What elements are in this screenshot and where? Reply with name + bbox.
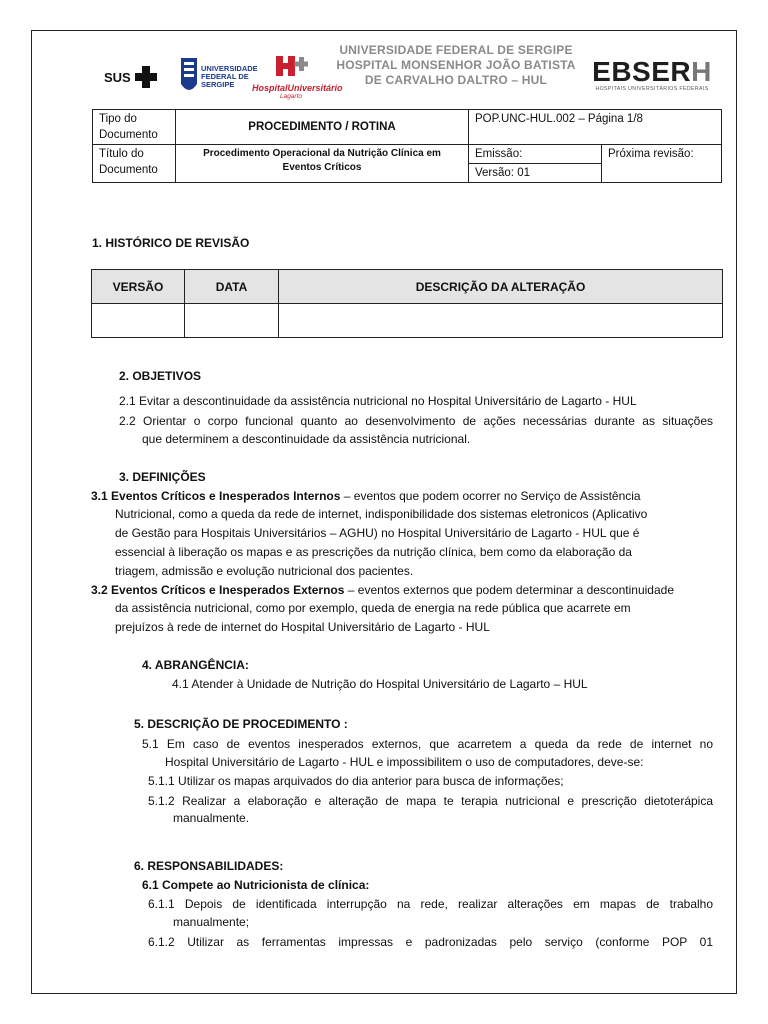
section-1-heading: 1. HISTÓRICO DE REVISÃO (92, 236, 250, 250)
hospital-universitario-logo (252, 54, 343, 100)
definition-3-2-first: – eventos externos que podem determinar a descontinuidade (344, 583, 674, 597)
objective-2-2-line-1: 2.2 Orientar o corpo funcional quanto ao desenvolvimento de ações necessárias durante as situações (119, 414, 713, 428)
hu-name: HospitalUniversitário (252, 83, 343, 93)
cross-icon (135, 66, 157, 88)
proxima-revisao-label: Próxima revisão: (602, 145, 722, 183)
versao-label: Versão: 01 (469, 164, 602, 183)
revision-cell-empty (92, 304, 185, 338)
definition-3-2-line-2: da assistência nutricional, como por exemplo, queda de energia na rede pública que acarrete em (115, 601, 631, 615)
section-6-heading: 6. RESPONSABILIDADES: (134, 859, 284, 873)
institution-line-1: UNIVERSIDADE FEDERAL DE SERGIPE (339, 43, 573, 57)
section-5-heading: 5. DESCRIÇÃO DE PROCEDIMENTO : (134, 717, 348, 731)
definition-3-1-line-5: triagem, admissão e evolução nutricional dos pacientes. (115, 564, 414, 578)
objective-2-2-line-2: que determinem a descontinuidade da assistência nutricional. (142, 432, 471, 446)
document-code: POP.UNC-HUL.002 – Página 1/8 (469, 110, 722, 145)
emissao-label: Emissão: (469, 145, 602, 164)
sus-logo-text: SUS (104, 69, 131, 85)
definition-3-2-line-3: prejuízos à rede de internet do Hospital Universitário de Lagarto - HUL (115, 620, 490, 634)
titulo-label: Título do Documento (93, 145, 176, 183)
definition-3-1-line-1 (91, 487, 673, 506)
sus-logo (104, 66, 157, 88)
institution-name (326, 43, 586, 88)
titulo-value: Procedimento Operacional da Nutrição Clínica em Eventos Críticos (176, 145, 469, 183)
procedure-5-1-2-line-1: 5.1.2 Realizar a elaboração e alteração de mapa te terapia nutricional e prescrição dietoterápica (148, 794, 713, 808)
procedure-5-1-2-line-2: manualmente. (173, 811, 250, 825)
scope-4-1: 4.1 Atender à Unidade de Nutrição do Hospital Universitário de Lagarto – HUL (172, 677, 588, 691)
objective-2-1: 2.1 Evitar a descontinuidade da assistência nutricional no Hospital Universitário de Lagarto - HUL (119, 394, 637, 408)
hu-plus-icon (274, 54, 308, 78)
ufs-crest-icon (180, 56, 198, 98)
ufs-line-1: UNIVERSIDADE (201, 64, 258, 73)
ufs-line-3: SERGIPE (201, 80, 235, 89)
ebserh-tagline: HOSPITAIS UNIVERSITÁRIOS FEDERAIS (595, 86, 709, 92)
responsibility-6-1-1-line-2: manualmente; (173, 915, 250, 929)
institution-line-3: DE CARVALHO DALTRO – HUL (364, 73, 548, 87)
tipo-value: PROCEDIMENTO / ROTINA (176, 110, 469, 145)
definition-3-2-line-1 (91, 581, 674, 600)
ufs-logo (180, 56, 258, 98)
revision-history-table (91, 269, 723, 338)
revision-cell-empty (279, 304, 723, 338)
definition-3-1-line-3: de Gestão para Hospitais Universitários – AGHU) no Hospital Universitário de Lagarto - HUL que é (115, 526, 640, 540)
section-4-heading: 4. ABRANGÊNCIA: (142, 658, 249, 672)
responsibility-6-1-2-line-1: 6.1.2 Utilizar as ferramentas impressas e padronizadas pelo serviço (conforme POP 01 (148, 935, 713, 949)
revision-col-versao: VERSÃO (92, 270, 185, 304)
procedure-5-1-1: 5.1.1 Utilizar os mapas arquivados do dia anterior para busca de informações; (148, 774, 564, 788)
procedure-5-1-line-2: Hospital Universitário de Lagarto - HUL e impossibilitem o uso de computadores, deve-se: (165, 755, 644, 769)
hu-sub: Lagarto (279, 93, 303, 100)
definition-3-2-label: 3.2 Eventos Críticos e Inesperados Externos (91, 583, 345, 597)
definition-3-1-line-4: essencial à liberação os mapas e as prescrições da nutrição clínica, bem como da elaboração da (115, 545, 632, 559)
ebserh-word: EBSER (592, 56, 692, 87)
ebserh-logo (586, 58, 718, 92)
revision-cell-empty (185, 304, 279, 338)
responsibility-6-1-1-line-1: 6.1.1 Depois de identificada interrupção na rede, realizar alterações em mapas de trabalho (148, 897, 713, 911)
ufs-line-2: FEDERAL DE (201, 72, 249, 81)
definition-3-1-line-2: Nutricional, como a queda da rede de internet, indisponibilidade dos sistemas eletronicos (Aplicativo (115, 507, 648, 521)
section-2-heading: 2. OBJETIVOS (119, 369, 202, 383)
institution-line-2: HOSPITAL MONSENHOR JOÃO BATISTA (336, 58, 576, 72)
document-info-table (92, 109, 722, 183)
definition-3-1-first: – eventos que podem ocorrer no Serviço de Assistência (340, 489, 641, 503)
ebserh-h: H (691, 56, 712, 87)
section-3-heading: 3. DEFINIÇÕES (119, 470, 206, 484)
tipo-label: Tipo do Documento (93, 110, 176, 145)
definition-3-1-label: 3.1 Eventos Críticos e Inesperados Internos (91, 489, 341, 503)
revision-col-data: DATA (185, 270, 279, 304)
responsibility-6-1: 6.1 Compete ao Nutricionista de clínica: (142, 878, 370, 892)
procedure-5-1-line-1: 5.1 Em caso de eventos inesperados externos, que acarretem a queda da rede de internet no (142, 737, 713, 751)
revision-col-descricao: DESCRIÇÃO DA ALTERAÇÃO (279, 270, 723, 304)
